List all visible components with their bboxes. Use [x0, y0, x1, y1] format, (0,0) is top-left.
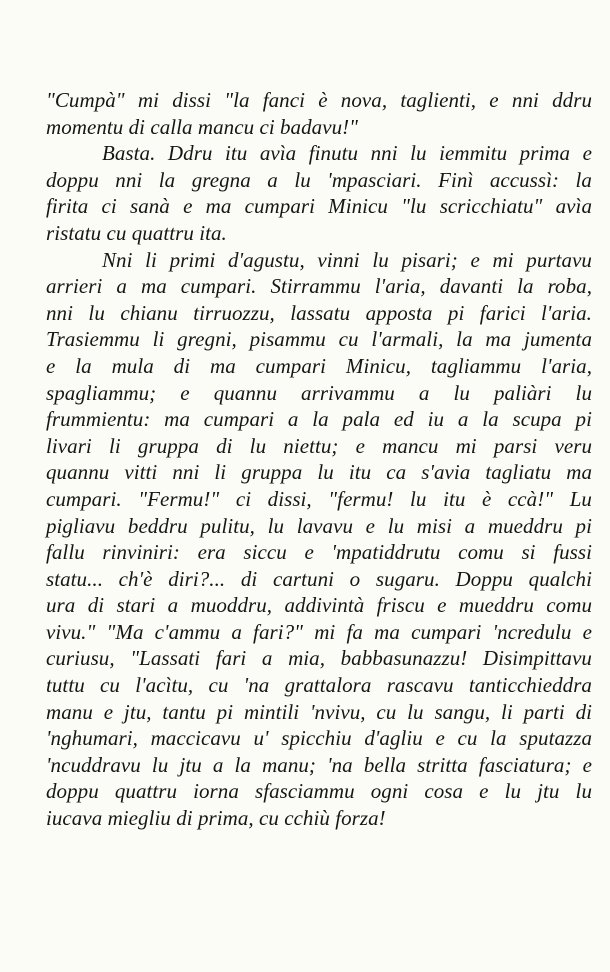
text-line: doppu quattru iorna sfasciammu ogni cosa e lu jtu lu	[46, 779, 592, 804]
text-line: firita ci sanà e ma cumpari Minicu "lu scricchiatu" avìa	[46, 194, 592, 219]
paragraph-start-line: Nni li primi d'agustu, vinni lu pisari; e mi purtavu	[102, 247, 592, 272]
paragraph-start-line: Basta. Ddru itu avìa finutu nni lu iemmitu prima e	[102, 141, 592, 166]
text-line: nni lu chianu tirruozzu, lassatu apposta pi farici l'aria.	[46, 300, 592, 325]
text-line: e la mula di ma cumpari Minicu, tagliammu l'aria,	[46, 353, 592, 378]
text-line: Trasiemmu li gregni, pisammu cu l'armali, la ma jumenta	[46, 327, 592, 352]
text-line: momentu di calla mancu ci badavu!"	[46, 114, 359, 139]
text-line: cumpari. "Fermu!" ci dissi, "fermu! lu itu è ccà!" Lu	[46, 486, 592, 511]
text-line: arrieri a ma cumpari. Stirrammu l'aria, davanti la roba,	[46, 274, 592, 299]
text-line: livari li gruppa di lu niettu; e mancu mi parsi veru	[46, 433, 592, 458]
text-line: ura di stari a muoddru, addivintà friscu e mueddru comu	[46, 593, 592, 618]
text-line: ristatu cu quattru ita.	[46, 220, 227, 245]
text-line: vivu." "Ma c'ammu a fari?" mi fa ma cumpari 'ncredulu e	[46, 619, 592, 644]
text-line: 'nghumari, maccicavu u' spicchiu d'agliu e cu la sputazza	[46, 726, 592, 751]
text-line: doppu nni la gregna a lu 'mpasciari. Finì accussì: la	[46, 167, 592, 192]
text-line: manu e jtu, tantu pi mintili 'nvivu, cu lu sangu, li parti di	[46, 699, 592, 724]
text-line: statu... ch'è diri?... di cartuni o sugaru. Doppu qualchi	[46, 566, 592, 591]
text-line: quannu vitti nni li gruppa lu itu ca s'avia tagliatu ma	[46, 460, 592, 485]
text-line: frummientu: ma cumpari a la pala ed iu a la scupa pi	[46, 407, 592, 432]
text-line: spagliammu; e quannu arrivammu a lu paliàri lu	[46, 380, 592, 405]
text-line: 'ncuddravu lu jtu a la manu; 'na bella stritta fasciatura; e	[46, 752, 592, 777]
text-line: "Cumpà" mi dissi "la fanci è nova, taglienti, e nni ddru	[46, 88, 592, 112]
text-line: iucava miegliu di prima, cu cchiù forza!	[46, 806, 386, 831]
page-body-text	[46, 87, 592, 832]
text-line: fallu rinviniri: era siccu e 'mpatiddrutu comu si fussi	[46, 540, 592, 565]
text-line: pigliavu beddru pulitu, lu lavavu e lu misi a mueddru pi	[46, 513, 592, 538]
text-line: curiusu, "Lassati fari a mia, babbasunazzu! Disimpittavu	[46, 646, 592, 671]
text-line: tuttu cu l'acìtu, cu 'na grattalora rascavu tanticchieddra	[46, 673, 592, 698]
